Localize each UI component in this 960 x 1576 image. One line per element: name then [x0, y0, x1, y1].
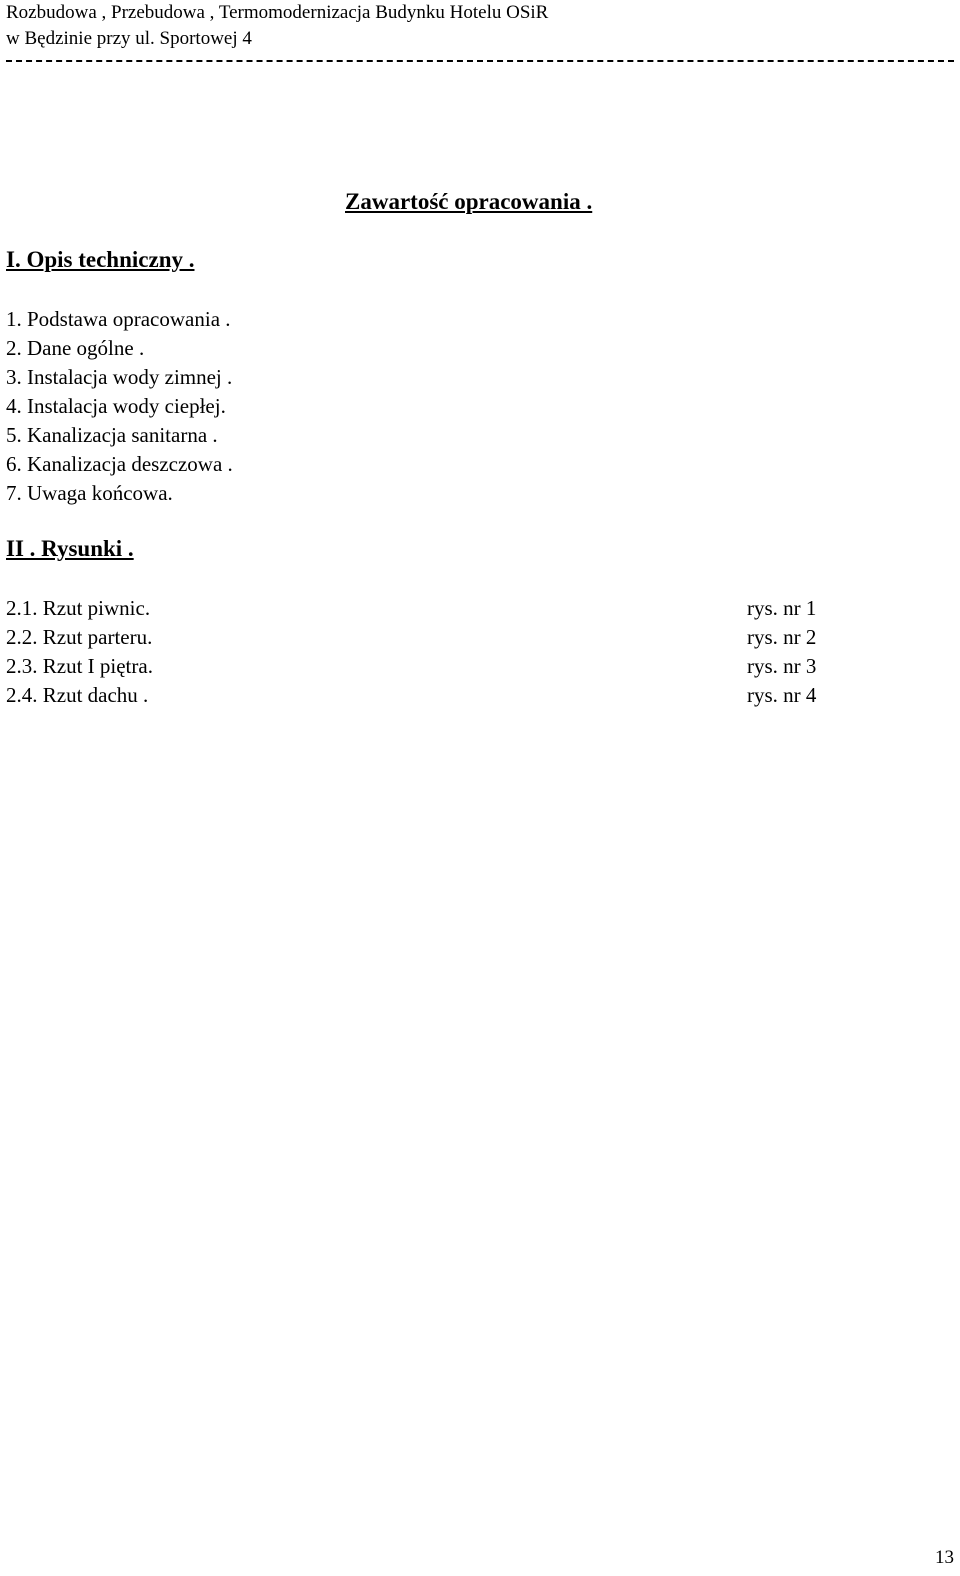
list-item: 2. Dane ogólne .	[6, 336, 145, 360]
list-item: 1. Podstawa opracowania .	[6, 307, 231, 331]
list-item	[6, 594, 886, 623]
header-dashed-divider	[6, 60, 954, 62]
page-number: 13	[935, 1547, 954, 1568]
drawings-list	[6, 594, 886, 710]
page-header	[6, 0, 548, 52]
list-item	[6, 681, 886, 710]
technical-description-list	[6, 305, 233, 508]
section-heading-technical-description: I. Opis techniczny .	[6, 247, 195, 272]
list-item: 4. Instalacja wody ciepłej.	[6, 394, 226, 418]
drawing-reference: rys. nr 1	[747, 596, 817, 620]
drawing-reference: rys. nr 3	[747, 654, 817, 678]
drawing-name: 2.1. Rzut piwnic.	[6, 596, 151, 620]
drawing-name: 2.4. Rzut dachu .	[6, 683, 149, 707]
drawing-name: 2.2. Rzut parteru.	[6, 625, 153, 649]
list-item	[6, 652, 886, 681]
list-item: 5. Kanalizacja sanitarna .	[6, 423, 218, 447]
section-heading-drawings: II . Rysunki .	[6, 536, 134, 561]
header-address-line: w Będzinie przy ul. Sportowej 4	[6, 28, 252, 49]
drawing-name: 2.3. Rzut I piętra.	[6, 654, 153, 678]
drawing-reference: rys. nr 4	[747, 683, 817, 707]
list-item: 3. Instalacja wody zimnej .	[6, 365, 233, 389]
document-title: Zawartość opracowania .	[345, 189, 593, 214]
list-item: 6. Kanalizacja deszczowa .	[6, 452, 233, 476]
list-item	[6, 623, 886, 652]
list-item: 7. Uwaga końcowa.	[6, 481, 173, 505]
drawing-reference: rys. nr 2	[747, 625, 817, 649]
header-title-line: Rozbudowa , Przebudowa , Termomodernizacja Budynku Hotelu OSiR	[6, 2, 549, 23]
